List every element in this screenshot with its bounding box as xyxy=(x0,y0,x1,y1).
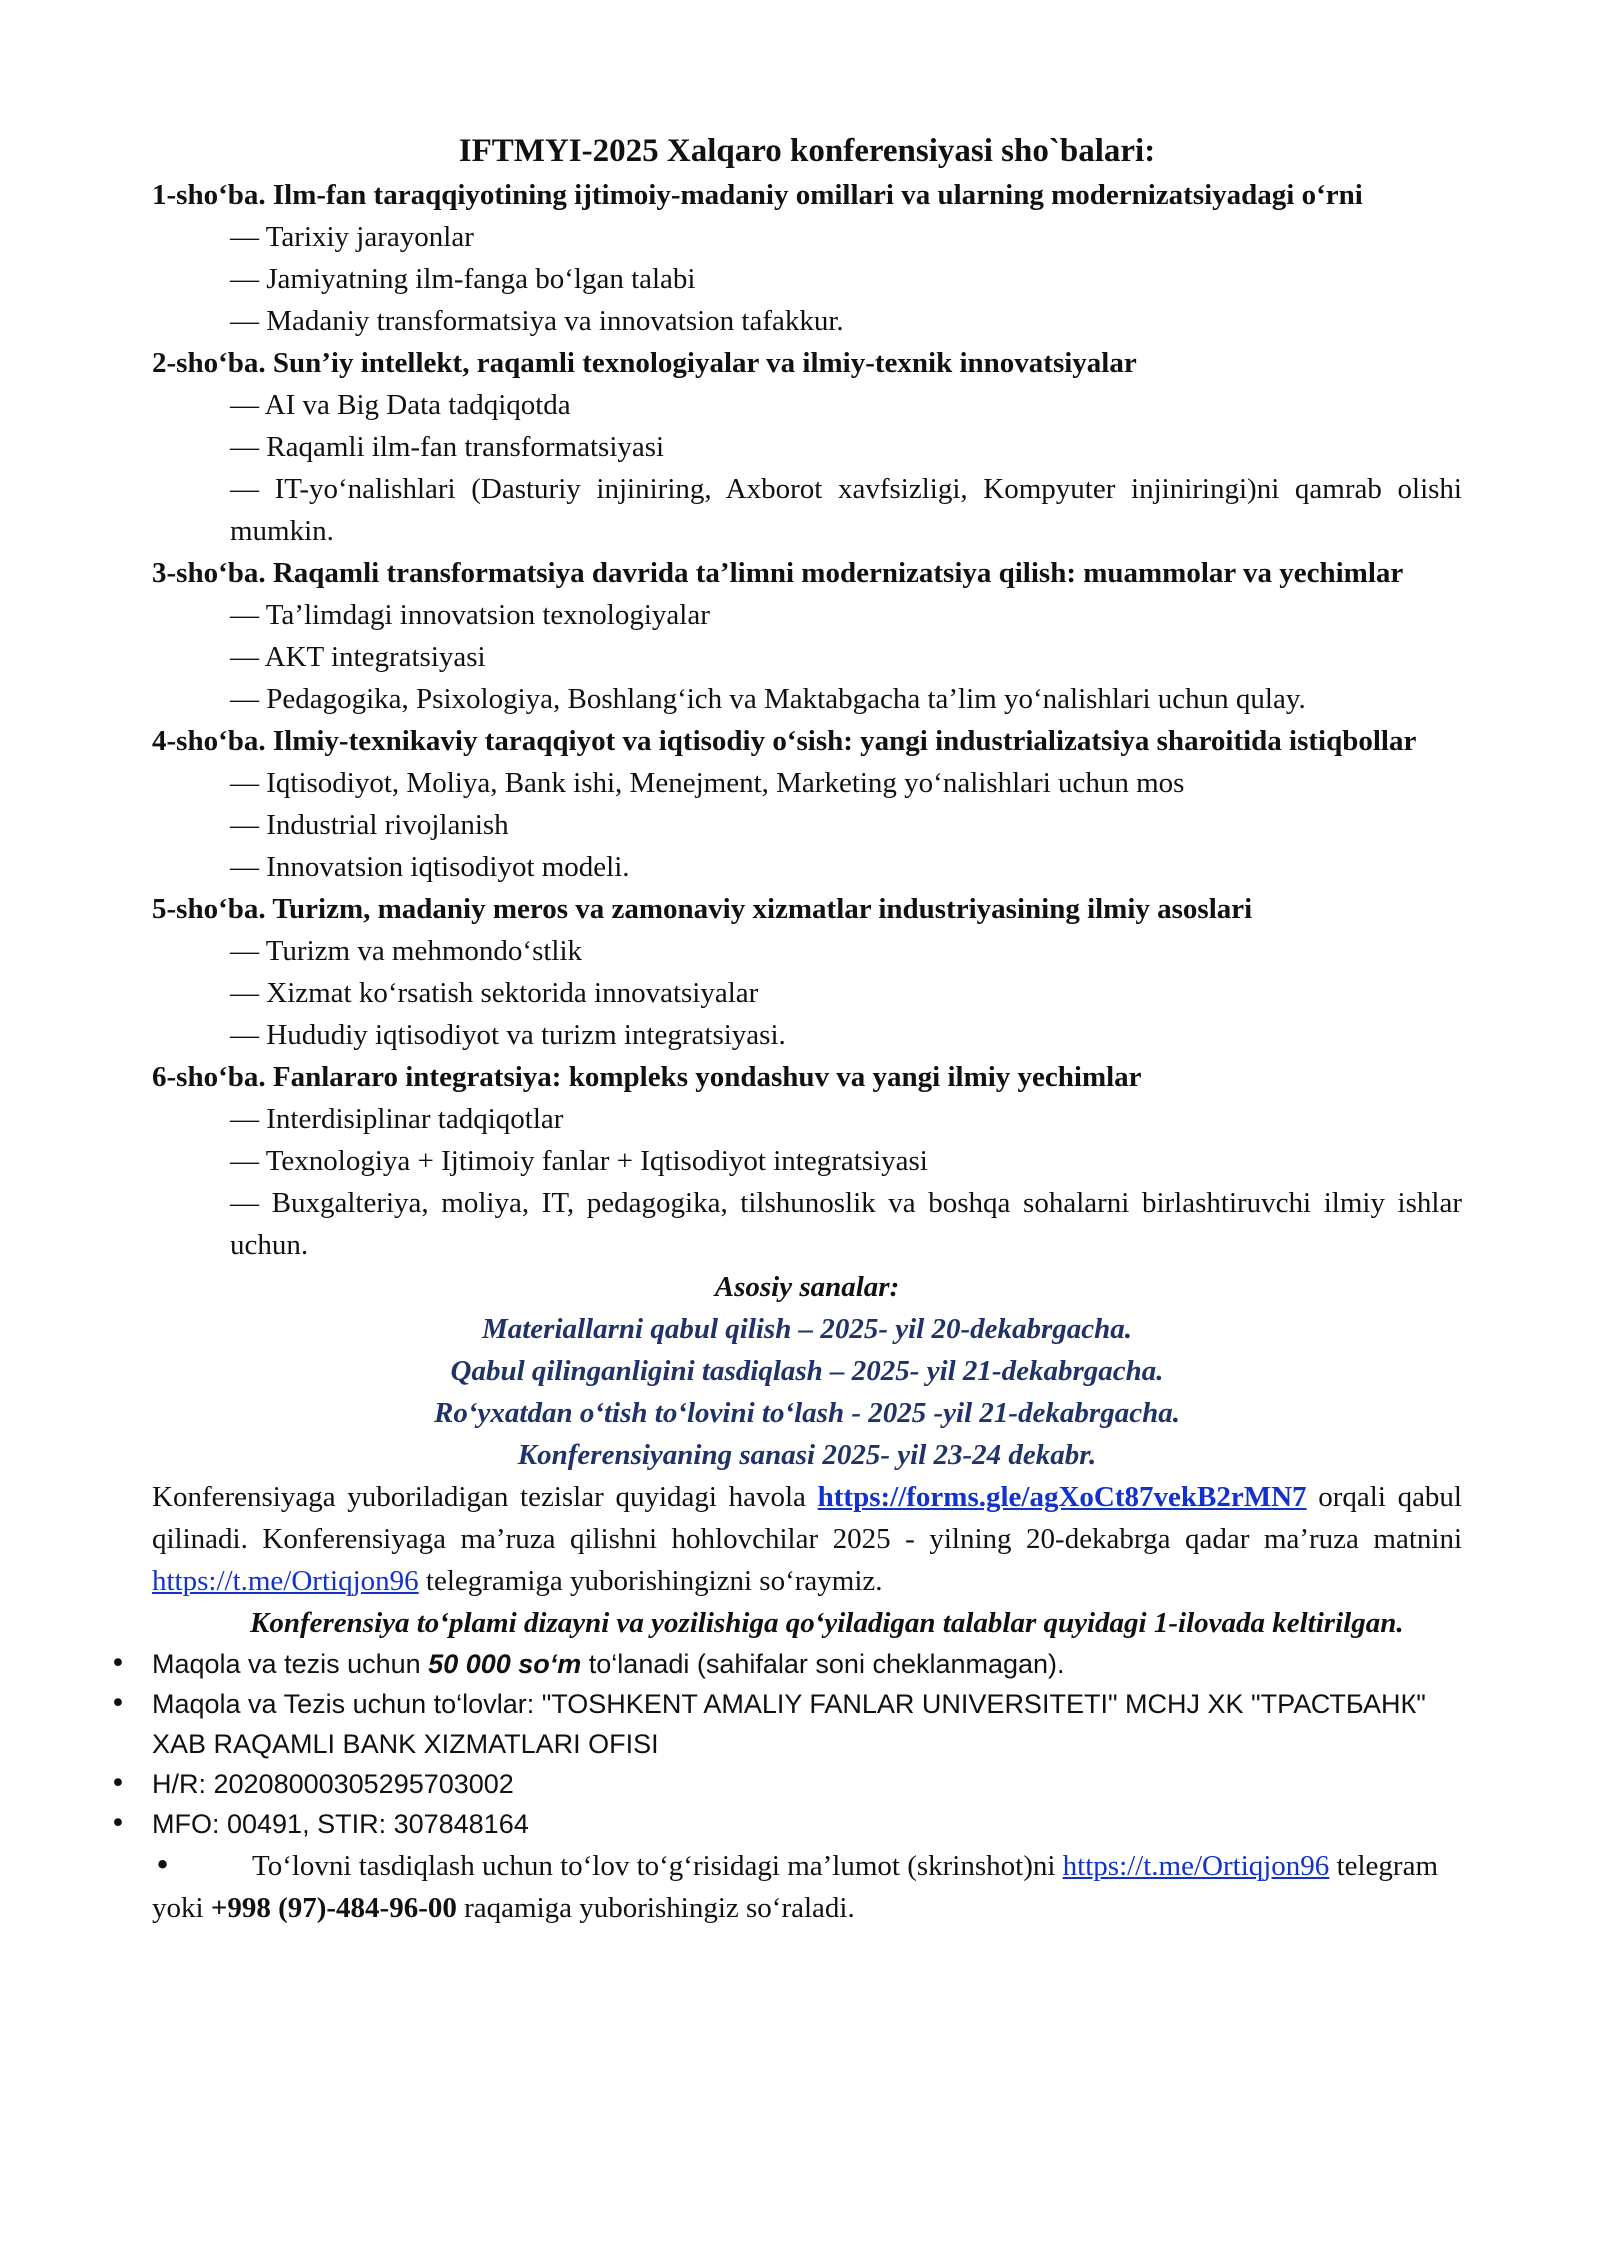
section-item: — Texnologiya + Ijtimoiy fanlar + Iqtisodiyot integratsiyasi xyxy=(230,1145,928,1177)
key-dates xyxy=(152,1266,1462,1476)
mfo-stir: MFO: 00491, STIR: 307848164 xyxy=(152,1809,529,1839)
bullet-icon: • xyxy=(110,1648,126,1679)
date-line: Materiallarni qabul qilish – 2025- yil 20-dekabrgacha. xyxy=(481,1313,1133,1345)
key-dates-heading: Asosiy sanalar: xyxy=(714,1271,900,1303)
section-item: — IT-yo‘nalishlari (Dasturiy injiniring, Axborot xavfsizligi, Kompyuter injiniringi)ni qamrab olishi mumkin. xyxy=(230,473,1462,547)
telegram-link[interactable]: https://t.me/Ortiqjon96 xyxy=(1062,1850,1330,1882)
list-item xyxy=(110,1804,1462,1844)
section-item: — Iqtisodiyot, Moliya, Bank ishi, Menejment, Marketing yo‘nalishlari uchun mos xyxy=(230,767,1185,799)
list-item xyxy=(110,1764,1462,1804)
document-page xyxy=(110,128,1462,1929)
section-heading: 5-sho‘ba. Turizm, madaniy meros va zamonaviy xizmatlar industriyasining ilmiy asoslari xyxy=(152,893,1253,925)
submission-text: orqali qabul qilinadi. Konferensiyaga ma’ruza qilishni hohlovchilar 2025 - yilning 20-dekabrga qadar ma’ruza matnini xyxy=(152,1481,1462,1555)
submission-text: telegramiga yuborishingizni so‘raymiz. xyxy=(418,1565,883,1597)
section-item: — Interdisiplinar tadqiqotlar xyxy=(230,1103,564,1135)
bank-account: H/R: 20208000305295703002 xyxy=(152,1769,514,1799)
section-6 xyxy=(152,1056,1462,1266)
google-form-link[interactable]: https://forms.gle/agXoCt87vekB2rMN7 xyxy=(817,1481,1307,1513)
bullet-icon: • xyxy=(110,1808,126,1839)
date-line: Konferensiyaning sanasi 2025- yil 23-24 dekabr. xyxy=(517,1439,1097,1471)
date-line: Ro‘yxatdan o‘tish to‘lovini to‘lash - 2025 -yil 21-dekabrgacha. xyxy=(434,1397,1180,1429)
section-item: — AKT integratsiyasi xyxy=(230,641,486,673)
requirements-note: Konferensiya to‘plami dizayni va yozilishiga qo‘yiladigan talablar quyidagi 1-ilovada keltirilgan. xyxy=(250,1607,1404,1639)
fee-amount: 50 000 so‘m xyxy=(428,1649,582,1679)
bullet-icon: • xyxy=(154,1848,172,1882)
confirmation-paragraph: • To‘lovni tasdiqlash uchun to‘lov to‘g‘risidagi ma’lumot (skrinshot)ni https://t.me/Ortiqjon96 telegram yoki +998 (97)-484-96-00 raqamiga yuborishingiz so‘raladi. xyxy=(152,1844,1462,1929)
section-heading: 1-sho‘ba. Ilm-fan taraqqiyotining ijtimoiy-madaniy omillari va ularning modernizatsiyadagi o‘rni xyxy=(152,179,1363,211)
section-5 xyxy=(152,888,1462,1056)
section-item: — Buxgalteriya, moliya, IT, pedagogika, tilshunoslik va boshqa sohalarni birlashtiruvchi ilmiy ishlar uchun. xyxy=(230,1187,1462,1261)
section-item: — Xizmat ko‘rsatish sektorida innovatsiyalar xyxy=(230,977,759,1009)
section-item: — Ta’limdagi innovatsion texnologiyalar xyxy=(230,599,710,631)
section-heading: 3-sho‘ba. Raqamli transformatsiya davrida ta’limni modernizatsiya qilish: muammolar va yechimlar xyxy=(152,557,1404,589)
phone-number: +998 (97)-484-96-00 xyxy=(210,1892,457,1924)
section-item: — Jamiyatning ilm-fanga bo‘lgan talabi xyxy=(230,263,696,295)
section-3 xyxy=(152,552,1462,720)
payment-list xyxy=(110,1644,1462,1844)
bullet-icon: • xyxy=(110,1688,126,1719)
section-item: — AI va Big Data tadqiqotda xyxy=(230,389,571,421)
section-item: — Tarixiy jarayonlar xyxy=(230,221,474,253)
section-item: — Turizm va mehmondo‘stlik xyxy=(230,935,583,967)
section-item: — Hududiy iqtisodiyot va turizm integratsiyasi. xyxy=(230,1019,786,1051)
section-4 xyxy=(152,720,1462,888)
section-1 xyxy=(152,174,1462,342)
section-item: — Raqamli ilm-fan transformatsiyasi xyxy=(230,431,665,463)
telegram-link[interactable]: https://t.me/Ortiqjon96 xyxy=(152,1565,419,1597)
bullet-icon: • xyxy=(110,1768,126,1799)
submission-text: Konferensiyaga yuboriladigan tezislar quyidagi havola xyxy=(152,1481,818,1513)
section-heading: 4-sho‘ba. Ilmiy-texnikaviy taraqqiyot va iqtisodiy o‘sish: yangi industrializatsiya sharoitida istiqbollar xyxy=(152,725,1417,757)
section-item: — Innovatsion iqtisodiyot modeli. xyxy=(230,851,630,883)
payment-recipient: Maqola va Tezis uchun to‘lovlar: "TOSHKENT AMALIY FANLAR UNIVERSITETI" MCHJ XK "ТРАСТБАНК" ХАВ RAQAMLI BANK XIZMATLARI OFISI xyxy=(152,1689,1426,1759)
section-item: — Pedagogika, Psixologiya, Boshlang‘ich va Maktabgacha ta’lim yo‘nalishlari uchun qulay. xyxy=(230,683,1306,715)
submission-paragraph xyxy=(152,1476,1462,1602)
section-2 xyxy=(152,342,1462,552)
list-item xyxy=(110,1684,1462,1764)
section-item: — Madaniy transformatsiya va innovatsion tafakkur. xyxy=(230,305,844,337)
section-heading: 6-sho‘ba. Fanlararo integratsiya: kompleks yondashuv va yangi ilmiy yechimlar xyxy=(152,1061,1142,1093)
date-line: Qabul qilinganligini tasdiqlash – 2025- yil 21-dekabrgacha. xyxy=(450,1355,1164,1387)
section-heading: 2-sho‘ba. Sun’iy intellekt, raqamli texnologiyalar va ilmiy-texnik innovatsiyalar xyxy=(152,347,1137,379)
section-item: — Industrial rivojlanish xyxy=(230,809,509,841)
list-item: • Maqola va tezis uchun 50 000 so‘m to‘lanadi (sahifalar soni cheklanmagan). xyxy=(152,1644,1462,1684)
document-title: IFTMYI-2025 Xalqaro konferensiyasi sho`balari: xyxy=(458,133,1156,169)
